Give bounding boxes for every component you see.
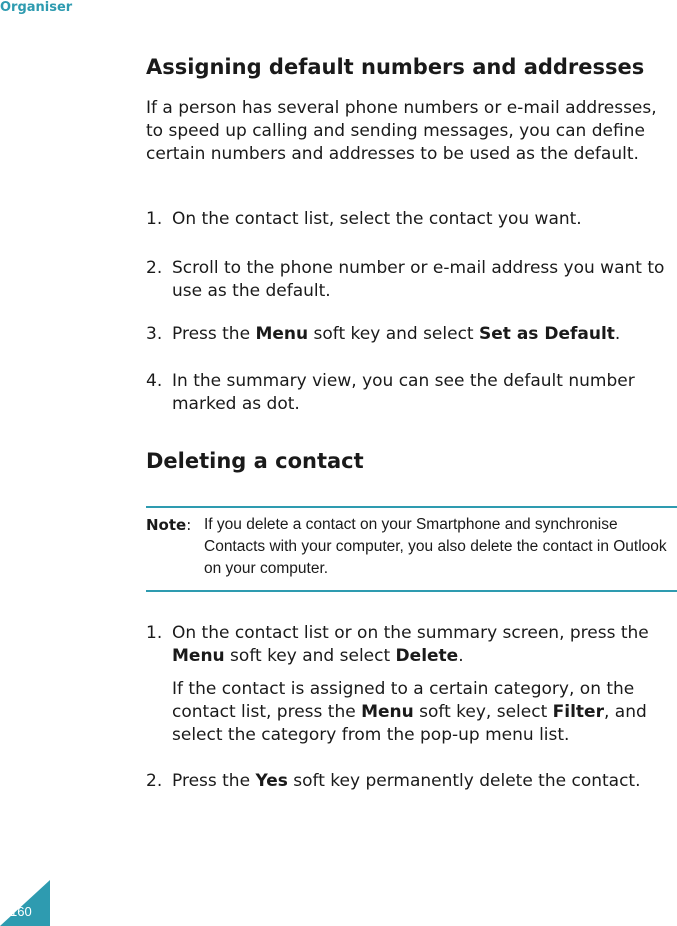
set-default-label: Set as Default: [479, 324, 615, 344]
section-title-deleting-contact: Deleting a contact: [146, 449, 364, 473]
step-number: 2.: [146, 258, 163, 278]
step-number: 1.: [146, 209, 163, 229]
note-bottom-divider: [146, 590, 677, 592]
yes-key-label: Yes: [255, 771, 288, 791]
menu-key-label: Menu: [172, 646, 225, 666]
note-top-divider: [146, 506, 677, 508]
filter-label: Filter: [552, 702, 604, 722]
step-4: [146, 370, 676, 416]
step-number: 1.: [146, 623, 163, 643]
step-text: Scroll to the phone number or e-mail address you want to use as the default.: [172, 258, 665, 301]
menu-key-label: Menu: [255, 324, 309, 344]
step-text: On the contact list or on the summary screen, press the Menu soft key and select Delete.: [172, 623, 649, 666]
section-title-default-numbers: Assigning default numbers and addresses: [146, 55, 645, 79]
intro-paragraph: If a person has several phone numbers or e-mail addresses, to speed up calling and sending messages, you can define certain numbers and addresses to be used as the default.: [146, 98, 657, 164]
step-text: On the contact list, select the contact you want.: [172, 209, 582, 229]
delete-step-2: [146, 770, 676, 793]
step-text: Press the Menu soft key and select Set as Default.: [172, 324, 621, 344]
note-text: If you delete a contact on your Smartphone and synchronise Contacts with your computer, you also delete the contact in Outlook on your computer.: [204, 516, 667, 577]
menu-key-label: Menu: [361, 702, 414, 722]
section-header: Organiser: [0, 0, 73, 15]
step-number: 3.: [146, 324, 163, 344]
step-text: In the summary view, you can see the default number marked as dot.: [172, 371, 635, 414]
page-corner-badge: [0, 880, 50, 926]
step-number: 4.: [146, 371, 163, 391]
note-label: Note:: [146, 516, 192, 534]
page-number: 160: [10, 904, 32, 919]
step-subtext: If the contact is assigned to a certain category, on the contact list, press the Menu soft key, select Filter, and select the category from the pop-up menu list.: [172, 679, 647, 745]
step-1: [146, 208, 676, 231]
step-text: Press the Yes soft key permanently delete the contact.: [172, 771, 641, 791]
note-box: [146, 514, 677, 580]
step-number: 2.: [146, 771, 163, 791]
step-2: [146, 257, 676, 303]
step-3: [146, 323, 676, 346]
delete-step-1: [146, 622, 676, 747]
delete-label: Delete: [395, 646, 459, 666]
